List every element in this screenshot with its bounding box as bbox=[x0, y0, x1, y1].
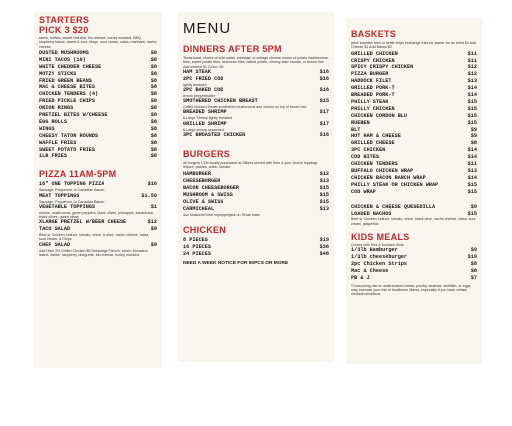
kids-meals-list bbox=[351, 247, 477, 282]
menu-item-price: $14 bbox=[467, 154, 477, 161]
menu-item-note: lemon pepper/butter bbox=[183, 93, 216, 98]
menu-item-price: $1 bbox=[150, 203, 157, 210]
menu-item bbox=[39, 119, 157, 126]
menu-item-price: $8 bbox=[150, 105, 157, 112]
menu-item bbox=[351, 71, 477, 78]
menu-item-name: GRILLED PORK-T bbox=[351, 85, 395, 92]
menu-item bbox=[351, 161, 477, 168]
menu-item bbox=[351, 78, 477, 85]
menu-column-baskets bbox=[346, 18, 482, 364]
menu-item-name: GRILLED CHICKEN bbox=[351, 50, 398, 57]
menu-item-price: $12 bbox=[467, 71, 477, 78]
menu-item-price: $15 bbox=[467, 105, 477, 112]
menu-column-starters bbox=[34, 12, 162, 368]
menu-item bbox=[39, 153, 157, 160]
menu-item-name: MAC & CHEESE BITES bbox=[39, 84, 96, 91]
burgers-title: BURGERS bbox=[183, 148, 231, 159]
menu-item-price: $8 bbox=[150, 56, 157, 63]
menu-item-name: PB & J bbox=[351, 274, 370, 281]
menu-item-name: 16" ONE TOPPING PIZZA bbox=[39, 181, 105, 188]
menu-item bbox=[39, 78, 157, 85]
baskets-title: BASKETS bbox=[351, 29, 397, 39]
menu-item-note: Add Ham 3% Grilled Chicken $5 Dressings French, ranch, thousand island, italian, raspberry vinegrette, blu cheese, honey mustard bbox=[39, 248, 148, 257]
menu-item bbox=[39, 98, 157, 105]
menu-item bbox=[183, 132, 329, 139]
menu-item bbox=[183, 251, 329, 258]
menu-item bbox=[351, 182, 477, 189]
menu-item-price: $8 bbox=[150, 112, 157, 119]
dinners-list bbox=[183, 69, 329, 139]
menu-item-price: $11 bbox=[467, 57, 477, 64]
menu-item-price: $13 bbox=[467, 78, 477, 85]
menu-item bbox=[183, 98, 329, 105]
menu-item bbox=[351, 99, 477, 106]
pizza-list bbox=[39, 181, 157, 257]
menu-item bbox=[351, 106, 477, 113]
menu-item-price: $15 bbox=[319, 198, 329, 205]
menu-item-name: CHICKEN BACON RANCH WRAP bbox=[351, 174, 426, 181]
menu-item-price: $15 bbox=[467, 210, 477, 217]
menu-item-name: GRILLED SHRIMP bbox=[183, 120, 227, 127]
menu-item bbox=[351, 113, 477, 120]
baskets-note: price includes fries or kettle chips exchange fries for starter for an extra $4 Add Cheese $1 Add Bacon $2 bbox=[351, 41, 477, 50]
menu-item-price: $12 bbox=[319, 171, 329, 178]
menu-item-price: $7 bbox=[470, 274, 477, 281]
burgers-list bbox=[183, 171, 329, 217]
dinners-note: Texas toast, choice of side salad, coleslaw, or cottage cheese choice of potato hashbrowns, fries, sweet potato fries, american fries, baked potato, cheesy tater rounds, or brown rice Add cheese $1 Onion .50 bbox=[183, 56, 329, 69]
menu-item bbox=[183, 109, 329, 116]
menu-item-name: CHICKEN & CHEESE QUESEDILLA bbox=[351, 203, 436, 210]
menu-item-name: COD BITES bbox=[351, 154, 380, 161]
menu-item bbox=[351, 58, 477, 65]
kids-meals-note: Comes with fries & fountain drink bbox=[351, 243, 404, 248]
menu-item-note: Sausage, Pepperoni, or Canadian Bacon bbox=[39, 188, 105, 193]
menu-item bbox=[183, 178, 329, 185]
menu-item bbox=[39, 133, 157, 140]
menu-item-price: $15 bbox=[319, 185, 329, 192]
menu-item-price: $12 bbox=[467, 64, 477, 71]
menu-item-price: $19 bbox=[319, 237, 329, 244]
menu-item-price: $16 bbox=[319, 131, 329, 138]
menu-item-name: PHILLY CHICKEN bbox=[351, 105, 395, 112]
pizza-title: PIZZA 11AM-5PM bbox=[39, 169, 117, 180]
menu-item-price: $9 bbox=[470, 133, 477, 140]
menu-item-price: $14 bbox=[467, 92, 477, 99]
menu-item-price: $14 bbox=[467, 174, 477, 181]
menu-item bbox=[351, 189, 477, 196]
menu-item-name: CARMICHEAL bbox=[183, 205, 215, 212]
menu-item-price: $15 bbox=[467, 188, 477, 195]
menu-item-price: $9 bbox=[150, 241, 157, 248]
menu-item bbox=[351, 85, 477, 92]
menu-item-name: FRIED GREEN BEANS bbox=[39, 77, 92, 84]
menu-item-name: GRILLED CHEESE bbox=[351, 140, 395, 147]
menu-item bbox=[39, 105, 157, 112]
menu-item-name: VEGETABLE TOPPINGS bbox=[39, 203, 96, 210]
menu-item-name: XLARGE PRETZEL W/BEER CHEESE bbox=[39, 219, 127, 226]
menu-item-name: LOADED NACHOS bbox=[351, 210, 392, 217]
menu-item bbox=[183, 76, 329, 83]
menu-item-name: CRISPY CHICKEN bbox=[351, 57, 395, 64]
menu-item-name: 1/3lb cheeseburger bbox=[351, 254, 408, 261]
menu-item-price: $8 bbox=[150, 98, 157, 105]
burgers-note: all burgers 1/2lb locally purchased at Silkers served with fries & your choice toppings lettuce, pickles, onion, tomato bbox=[183, 160, 318, 170]
menu-item bbox=[183, 185, 329, 192]
menu-item-note: Beef or Chicken Lettuce, tomato, onion, black olive, nacho cheese, salsa, sour cream, jalapeños bbox=[351, 217, 476, 226]
menu-item-price: $17 bbox=[319, 120, 329, 127]
menu-item-name: HOT HAM & CHEESE bbox=[351, 133, 401, 140]
raw-food-disclaimer: *Consuming raw or undercooked meats, poultry, seafood, shellfish, or eggs may increase your risk of foodborne illness, especially if you have certain medical conditions bbox=[351, 283, 471, 297]
menu-item-price: $8 bbox=[470, 268, 477, 275]
menu-item-name: CHEESEBURGER bbox=[183, 178, 221, 185]
menu-item-name: 1LB FRIES bbox=[39, 153, 68, 160]
menu-item-name: 3PC CHICKEN bbox=[351, 147, 386, 154]
menu-item bbox=[183, 244, 329, 251]
menu-item-name: WINGS bbox=[39, 125, 55, 132]
menu-item-price: $8 bbox=[150, 146, 157, 153]
menu-item-name: BLT bbox=[351, 126, 361, 133]
menu-item-name: EGG ROLLS bbox=[39, 118, 68, 125]
menu-item-price: $8 bbox=[150, 132, 157, 139]
menu-item-price: $11 bbox=[467, 50, 477, 57]
menu-item-price: $8 bbox=[470, 140, 477, 147]
menu-item bbox=[183, 171, 329, 178]
extras-list bbox=[351, 204, 477, 226]
menu-item bbox=[351, 51, 477, 58]
menu-item-price: $14 bbox=[467, 147, 477, 154]
menu-item-name: 1/3lb Hamburger bbox=[351, 247, 398, 254]
menu-item-name: 16 PIECES bbox=[183, 243, 212, 250]
menu-item bbox=[351, 275, 477, 282]
menu-item-price: $8 bbox=[150, 70, 157, 77]
menu-item bbox=[351, 154, 477, 161]
menu-item bbox=[39, 242, 157, 249]
menu-item-name: SMOTHERED CHICKEN BREAST bbox=[183, 98, 258, 105]
menu-item bbox=[183, 69, 329, 76]
menu-item-name: PRETZEL BITES W/CHEESE bbox=[39, 112, 108, 119]
dinners-title: DINNERS AFTER 5PM bbox=[183, 44, 282, 54]
menu-item bbox=[39, 226, 157, 233]
menu-item bbox=[39, 64, 157, 71]
menu-item-price: $9 bbox=[150, 226, 157, 233]
pick-three-line: PICK 3 $20 bbox=[39, 25, 89, 35]
menu-item-price: $16 bbox=[319, 68, 329, 75]
menu-item bbox=[39, 84, 157, 91]
menu-item-name: BREADED SHRIMP bbox=[183, 109, 227, 116]
menu-item-name: RUEBEN bbox=[351, 119, 370, 126]
menu-item-price: $15 bbox=[467, 119, 477, 126]
menu-item bbox=[351, 92, 477, 99]
menu-item-name: DUSTED MUSHROOMS bbox=[39, 49, 89, 56]
menu-item-price: $8 bbox=[150, 153, 157, 160]
menu-item-name: COD WRAP bbox=[351, 188, 376, 195]
menu-item-name: CHEF SALAD bbox=[39, 241, 71, 248]
menu-item-name: CHICKEN TENDERS bbox=[351, 161, 398, 168]
menu-item-name: 2pc Chicken Strips bbox=[351, 261, 408, 268]
menu-item-name: ONION RINGS bbox=[39, 105, 74, 112]
menu-item-name: WAFFLE FRIES bbox=[39, 139, 77, 146]
menu-item bbox=[39, 140, 157, 147]
menu-item-name: MINI TACOS (10) bbox=[39, 56, 86, 63]
menu-item-name: SPICY CRISPY CHICKEN bbox=[351, 64, 414, 71]
chicken-footnote: NEED A WEEK NOTICE FOR 50PCS OR MORE bbox=[183, 260, 289, 266]
menu-item-price: $8 bbox=[150, 49, 157, 56]
menu-title: MENU bbox=[183, 20, 232, 37]
menu-item-name: MOTZY STICKS bbox=[39, 70, 77, 77]
menu-item-name: 2PC FRIED COD bbox=[183, 75, 224, 82]
menu-item bbox=[39, 112, 157, 119]
menu-item-price: $8 bbox=[150, 139, 157, 146]
menu-item-name: PHILLY STEAK OR CHICKEN WRAP bbox=[351, 181, 439, 188]
menu-item bbox=[39, 147, 157, 154]
menu-item bbox=[351, 254, 477, 261]
menu-item-price: $36 bbox=[319, 243, 329, 250]
menu-item-price: $16 bbox=[147, 181, 157, 188]
menu-item-name: HAMBURGER bbox=[183, 171, 212, 178]
menu-item bbox=[351, 175, 477, 182]
menu-item-price: $16 bbox=[319, 87, 329, 93]
menu-item-name: OLIVE & SWISS bbox=[183, 198, 224, 205]
menu-item-note: onions, mushrooms, green peppers, black olives, pineapple, sauerkraut, black olives, green olives bbox=[39, 210, 154, 219]
menu-item-name: 24 PIECES bbox=[183, 250, 212, 257]
menu-item bbox=[39, 91, 157, 98]
menu-item-price: $12 bbox=[147, 219, 157, 226]
menu-item-note: lightly breaded bbox=[183, 82, 207, 87]
menu-item bbox=[351, 120, 477, 127]
menu-item-name: FRIED PICKLE CHIPS bbox=[39, 98, 96, 105]
menu-item bbox=[183, 237, 329, 244]
menu-item-price: $10 bbox=[467, 254, 477, 261]
menu-item-price: $14 bbox=[467, 85, 477, 92]
menu-item bbox=[39, 193, 157, 200]
menu-item-name: CHICKEN TENDERS (4) bbox=[39, 91, 99, 98]
menu-item bbox=[351, 211, 477, 218]
menu-item bbox=[351, 140, 477, 147]
menu-item-name: PHILLY STEAK bbox=[351, 98, 389, 105]
menu-item-name: CHICKEN CORDON BLU bbox=[351, 112, 408, 119]
menu-item-price: $11 bbox=[467, 161, 477, 168]
menu-item-name: MUSHROOM & SWISS bbox=[183, 192, 233, 199]
starters-sauces-note: ranch, buffalo, sweet chili thai, blu cheese, honey mustard, BBQ, raspberry sauce, sweet & sour, Mayo, sour cream, salsa, marinara, nacho cheese bbox=[39, 36, 157, 49]
menu-item-price: $13 bbox=[467, 168, 477, 174]
menu-item bbox=[351, 147, 477, 154]
menu-item-name: 2PC BAKED COD bbox=[183, 87, 224, 93]
menu-item bbox=[39, 57, 157, 64]
menu-item-name: TACO SALAD bbox=[39, 226, 71, 233]
menu-item-price: $13 bbox=[319, 178, 329, 185]
menu-item bbox=[351, 127, 477, 134]
menu-item bbox=[351, 133, 477, 140]
menu-item-price: $8 bbox=[150, 77, 157, 84]
menu-item-name: PIZZA BURGER bbox=[351, 71, 389, 78]
menu-item-name: 3PC BROASTED CHICKEN bbox=[183, 131, 246, 138]
menu-item-price: $15 bbox=[319, 98, 329, 105]
menu-item-note: Beef or Chicken Lettuce, tomato, onion, b.olive, nacho cheese, salsa, sour cream, & Chips bbox=[39, 233, 150, 242]
menu-item bbox=[351, 268, 477, 275]
menu-item-price: $8 bbox=[150, 63, 157, 70]
menu-item-name: SWEET POTATO FRIES bbox=[39, 146, 96, 153]
menu-item-price: $8 bbox=[150, 118, 157, 125]
kids-meals-title: KIDS MEALS bbox=[351, 232, 410, 243]
starters-title: STARTERS bbox=[39, 15, 90, 25]
menu-item-price: $15 bbox=[467, 98, 477, 105]
menu-item-note: Sausage, Pepperoni, or Canadian Bacon bbox=[39, 199, 105, 204]
menu-item-price: $9 bbox=[470, 247, 477, 254]
menu-item-name: 8 PIECES bbox=[183, 237, 208, 244]
menu-item-price: $9 bbox=[470, 203, 477, 210]
starters-list bbox=[39, 50, 157, 161]
menu-item-price: $8 bbox=[150, 125, 157, 132]
menu-item-price: $13 bbox=[319, 205, 329, 212]
menu-item-name: MEAT TOPPINGS bbox=[39, 192, 80, 199]
menu-item-price: $15 bbox=[319, 192, 329, 199]
menu-item bbox=[183, 121, 329, 128]
menu-item-price: $15 bbox=[467, 181, 477, 188]
menu-item bbox=[39, 71, 157, 78]
menu-item bbox=[183, 199, 329, 206]
menu-item-note: 6-Large shrimp seasoned bbox=[183, 127, 224, 132]
menu-item-price: $8 bbox=[150, 84, 157, 91]
menu-item bbox=[39, 204, 157, 211]
menu-item-note: 6-Large Shrimp lightly breaded bbox=[183, 116, 233, 121]
menu-item-price: $48 bbox=[319, 250, 329, 257]
chicken-list bbox=[183, 237, 329, 258]
menu-item bbox=[183, 206, 329, 213]
menu-item-name: BREADED PORK-T bbox=[351, 92, 395, 99]
menu-item bbox=[183, 192, 329, 199]
menu-item bbox=[39, 50, 157, 57]
menu-item-note: 4oz seasoned beef w/pepperjack on Texas toast bbox=[183, 212, 260, 217]
menu-item-name: WHITE CHEDDER CHEESE bbox=[39, 63, 102, 70]
menu-column-dinners bbox=[178, 12, 334, 362]
chicken-title: CHICKEN bbox=[183, 225, 227, 236]
menu-item-name: CHEESY TATOR ROUNDS bbox=[39, 132, 99, 139]
menu-item bbox=[351, 168, 477, 175]
menu-item-price: $9 bbox=[470, 126, 477, 133]
menu-item bbox=[39, 219, 157, 226]
menu-item bbox=[351, 64, 477, 71]
menu-item-note: Grilled chicken breast smothered mushrooms and onions on top of brown rice bbox=[183, 105, 307, 110]
menu-item-name: BUFFALO CHICKEN WRAP bbox=[351, 168, 414, 174]
menu-item-price: $15 bbox=[467, 112, 477, 119]
menu-item-name: HAM STEAK bbox=[183, 68, 212, 75]
menu-item bbox=[351, 261, 477, 268]
menu-item bbox=[351, 247, 477, 254]
baskets-list bbox=[351, 51, 477, 196]
menu-item bbox=[39, 181, 157, 188]
menu-item-price: $17 bbox=[319, 109, 329, 116]
menu-item bbox=[39, 126, 157, 133]
menu-item-name: HADDOCK FILET bbox=[351, 78, 392, 85]
menu-item bbox=[183, 87, 329, 94]
menu-item-name: Mac & Cheese bbox=[351, 268, 389, 275]
menu-item-price: $8 bbox=[150, 91, 157, 98]
menu-item-price: $8 bbox=[470, 261, 477, 268]
menu-item bbox=[351, 204, 477, 211]
menu-item-price: $16 bbox=[319, 75, 329, 82]
menu-item-name: BACON CHEESEBURGER bbox=[183, 185, 240, 192]
menu-item-price: $1.50 bbox=[141, 192, 157, 199]
